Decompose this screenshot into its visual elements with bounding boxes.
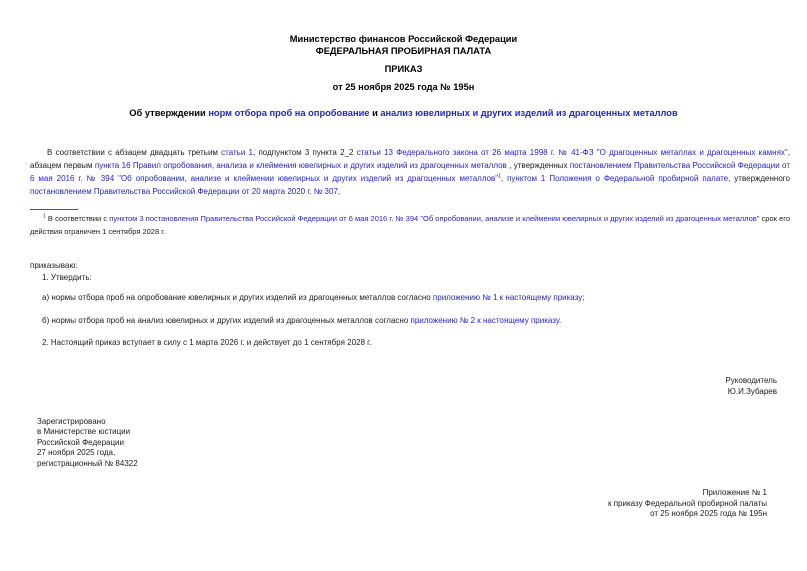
footnote-ref: 1 — [43, 213, 46, 220]
agency-name: ФЕДЕРАЛЬНАЯ ПРОБИРНАЯ ПАЛАТА — [315, 45, 492, 56]
text-segment: , абзацем первым — [30, 148, 791, 170]
text-segment: , утвержденного — [728, 174, 790, 183]
doc-link[interactable]: постановлением Правительства Российской Федерации от 6 мая 2016 г. № 394 "Об опробовании, анализе и клеймении ювелирных и других изделий из драгоценных металлов" — [30, 161, 790, 183]
registration-block — [37, 417, 138, 469]
text-segment: , утвержденных — [506, 161, 570, 170]
appendix-line: Приложение № 1 — [702, 488, 767, 497]
registration-line: 27 ноября 2025 года, — [37, 448, 116, 458]
order-body — [30, 260, 790, 349]
appendix-block — [608, 488, 767, 520]
ministry-name: Министерство финансов Российской Федерации — [289, 34, 518, 44]
doc-link[interactable]: статьи 13 Федерального закона от 26 марта 1998 г. № 41-ФЗ "О драгоценных металлах и драгоценных камнях" — [356, 148, 788, 157]
registration-line: Зарегистрировано — [37, 417, 106, 426]
order-intro: приказываю: — [30, 261, 78, 270]
text-segment: , подпунктом 3 пункта 2_2 — [253, 148, 357, 157]
text-segment: В соответствии с — [45, 214, 110, 223]
document-title — [40, 107, 767, 119]
document-type: ПРИКАЗ — [384, 63, 423, 74]
doc-link[interactable]: норм отбора проб на опробование — [208, 108, 370, 118]
document-header — [0, 34, 807, 93]
signature-name: Ю.И.Зубарев — [727, 386, 777, 396]
signature-block — [725, 376, 777, 397]
text-segment: и — [369, 108, 381, 118]
order-item-1b — [30, 315, 790, 327]
text-segment: а) нормы отбора проб на опробование ювелирных и других изделий из драгоценных металлов согласно — [42, 293, 433, 302]
preamble-paragraph — [30, 146, 790, 198]
signature-position: Руководитель — [725, 376, 777, 385]
footnote-text — [30, 212, 790, 238]
text-segment: , — [500, 174, 508, 183]
doc-link[interactable]: анализ ювелирных и других изделий из драгоценных металлов — [380, 108, 678, 118]
appendix-line: к приказу Федеральной пробирной палаты — [608, 498, 767, 508]
registration-line: в Министерстве юстиции — [37, 427, 131, 437]
doc-link[interactable]: пункта 16 Правил опробования, анализа и клеймения ювелирных и других изделий из драгоценных металлов — [94, 161, 507, 170]
appendix-line: от 25 ноября 2025 года № 195н — [650, 509, 767, 518]
doc-link[interactable]: приложению № 1 к настоящему приказу; — [432, 293, 585, 302]
text-segment: срок его действия ограничен 1 сентября 2028 г. — [30, 214, 790, 236]
doc-link[interactable]: приложению № 2 к настоящему приказу. — [410, 316, 562, 325]
order-item-2: 2. Настоящий приказ вступает в силу с 1 марта 2026 г. и действует до 1 сентября 2028 г. — [42, 338, 372, 347]
doc-link[interactable]: пунктом 3 постановления Правительства Российской Федерации от 6 мая 2016 г. № 394 "Об опробовании, анализе и клеймении ювелирных и других изделий из драгоценных металлов" — [109, 214, 760, 223]
footnote-divider — [30, 209, 78, 210]
registration-line: Российской Федерации — [37, 437, 124, 447]
registration-line: регистрационный № 84322 — [37, 458, 138, 468]
text-segment: б) нормы отбора проб на анализ ювелирных и других изделий из драгоценных металлов согласно — [42, 316, 411, 325]
order-item-1a — [30, 292, 790, 304]
document-date-number: от 25 ноября 2025 года № 195н — [332, 81, 475, 92]
doc-link[interactable]: постановлением Правительства Российской Федерации от 20 марта 2020 г. № 307, — [30, 187, 341, 196]
order-item-1: 1. Утвердить: — [42, 273, 92, 282]
footnote-ref: 1 — [498, 173, 501, 180]
doc-link[interactable]: статьи 1 — [221, 148, 253, 157]
doc-link[interactable]: пунктом 1 Положения о Федеральной пробирной палате — [507, 174, 729, 183]
text-segment: В соответствии с абзацем двадцать третьим — [47, 148, 222, 157]
text-segment: Об утверждении — [129, 108, 209, 118]
